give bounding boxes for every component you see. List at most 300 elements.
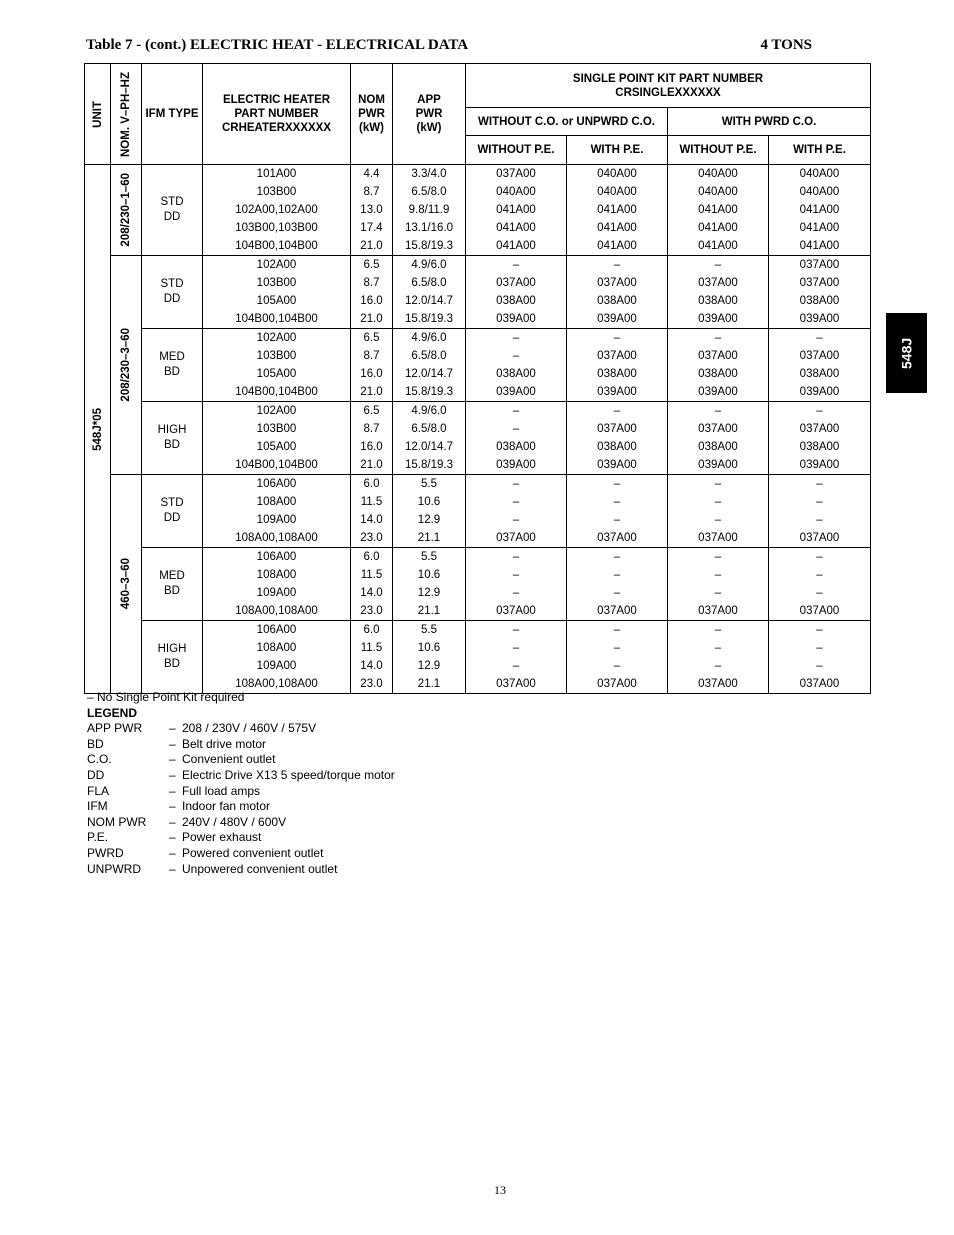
nom-value: 23.0: [360, 605, 383, 617]
app-value: 5.5: [421, 551, 437, 563]
ifm-type-cell: MED BD: [142, 548, 203, 621]
app-cell: [393, 165, 466, 256]
heater-value: 103B00: [256, 350, 297, 362]
app-value: 12.0/14.7: [405, 295, 453, 307]
heater-value: 103B00: [256, 277, 297, 289]
app-cell: [393, 621, 466, 694]
c2-value: 037A00: [597, 605, 637, 617]
nom-value: 14.0: [360, 514, 383, 526]
heater-value: 103B00: [256, 423, 297, 435]
c2-value: 039A00: [597, 386, 637, 398]
nom-value: 21.0: [360, 459, 383, 471]
nom-value: 8.7: [363, 350, 380, 362]
nom-value: 6.0: [363, 624, 380, 636]
c3-value: 037A00: [698, 423, 738, 435]
legend-desc: Unpowered convenient outlet: [182, 861, 338, 876]
heater-value: 109A00: [256, 514, 297, 526]
c1-value: 037A00: [496, 532, 536, 544]
c4-value: 037A00: [799, 532, 840, 544]
c4-value: –: [816, 496, 823, 508]
c2-value: 040A00: [597, 186, 637, 198]
c3-cell: [668, 256, 769, 329]
legend-item: [87, 752, 395, 768]
c3-value: 037A00: [698, 350, 738, 362]
app-value: 13.1/16.0: [405, 222, 453, 234]
legend-item: [87, 815, 395, 831]
nom-value: 6.5: [363, 332, 380, 344]
nom-value: 4.4: [363, 168, 380, 180]
nom-value: 16.0: [360, 368, 383, 380]
header-nom-pwr: NOM PWR (kW): [351, 64, 393, 165]
app-cell: [393, 548, 466, 621]
legend-dash: –: [169, 814, 176, 829]
legend-item: [87, 768, 395, 784]
app-value: 9.8/11.9: [408, 204, 450, 216]
app-value: 6.5/8.0: [411, 423, 447, 435]
c4-value: 038A00: [799, 295, 840, 307]
voltage-cell: 460–3–60: [111, 475, 142, 694]
c3-value: 039A00: [698, 386, 738, 398]
c1-value: –: [512, 587, 520, 599]
c2-cell: [567, 256, 668, 329]
c4-value: –: [816, 660, 823, 672]
table-row: [85, 475, 871, 548]
c1-value: –: [512, 423, 520, 435]
nom-cell: [351, 165, 393, 256]
legend-abbr: P.E.: [87, 830, 109, 845]
c2-value: 037A00: [597, 423, 637, 435]
legend-item: [87, 846, 395, 862]
nom-value: 11.5: [360, 496, 383, 508]
legend-abbr: C.O.: [87, 752, 112, 767]
nom-value: 21.0: [360, 386, 383, 398]
nom-value: 8.7: [363, 277, 380, 289]
c1-value: –: [512, 478, 520, 490]
app-value: 15.8/19.3: [405, 386, 453, 398]
app-value: 12.9: [417, 660, 441, 672]
heater-cell: [203, 475, 351, 548]
legend-desc: Electric Drive X13 5 speed/torque motor: [182, 767, 395, 782]
c3-value: 038A00: [698, 368, 738, 380]
c2-value: 037A00: [597, 350, 637, 362]
heater-cell: [203, 402, 351, 475]
nom-value: 14.0: [360, 587, 383, 599]
c4-value: –: [816, 405, 823, 417]
c1-cell: [466, 256, 567, 329]
legend-title: LEGEND: [87, 705, 138, 720]
c1-cell: [466, 402, 567, 475]
header-kit: SINGLE POINT KIT PART NUMBER CRSINGLEXXXXXX: [466, 64, 871, 108]
c1-value: –: [512, 660, 520, 672]
app-value: 6.5/8.0: [411, 350, 447, 362]
legend-dash: –: [169, 767, 176, 782]
legend-desc: Indoor fan motor: [182, 799, 271, 814]
c3-value: 038A00: [698, 295, 738, 307]
c3-value: 039A00: [698, 459, 738, 471]
c1-value: 040A00: [496, 186, 536, 198]
c3-value: 040A00: [698, 186, 738, 198]
legend-desc: Full load amps: [182, 783, 261, 798]
ifm-type-cell: STD DD: [142, 475, 203, 548]
c4-value: 041A00: [799, 204, 840, 216]
c1-value: 037A00: [496, 678, 536, 690]
header-app-pwr: APP PWR (kW): [393, 64, 466, 165]
c3-value: –: [714, 660, 722, 672]
nom-cell: [351, 475, 393, 548]
legend-abbr: APP PWR: [87, 721, 143, 736]
c1-value: 041A00: [496, 204, 536, 216]
notes: [87, 690, 395, 877]
unit-cell: 548J*05: [85, 165, 111, 694]
app-value: 6.5/8.0: [411, 277, 447, 289]
voltage-cell: 208/230–1–60: [111, 165, 142, 256]
heater-cell: [203, 548, 351, 621]
c1-cell: [466, 548, 567, 621]
c1-cell: [466, 475, 567, 548]
table-row: [85, 256, 871, 329]
app-value: 10.6: [417, 569, 441, 581]
c4-value: 037A00: [799, 277, 840, 289]
c4-value: –: [816, 624, 823, 636]
c4-cell: [769, 621, 871, 694]
legend-desc: 208 / 230V / 460V / 575V: [182, 721, 317, 736]
heater-cell: [203, 165, 351, 256]
heater-value: 105A00: [256, 295, 297, 307]
nom-value: 13.0: [360, 204, 383, 216]
app-value: 21.1: [417, 605, 441, 617]
c3-value: 040A00: [698, 168, 738, 180]
nom-value: 6.0: [363, 551, 380, 563]
heater-value: 102A00: [256, 332, 297, 344]
c1-value: –: [512, 496, 520, 508]
nom-value: 17.4: [360, 222, 383, 234]
nom-cell: [351, 256, 393, 329]
table-row: [85, 329, 871, 402]
nom-cell: [351, 548, 393, 621]
nom-value: 6.0: [363, 478, 380, 490]
c3-cell: [668, 621, 769, 694]
app-value: 4.9/6.0: [411, 405, 447, 417]
heater-value: 108A00: [256, 569, 297, 581]
c1-cell: [466, 165, 567, 256]
nom-cell: [351, 329, 393, 402]
heater-value: 106A00: [256, 551, 297, 563]
ifm-type-cell: MED BD: [142, 329, 203, 402]
app-value: 5.5: [421, 478, 437, 490]
nom-cell: [351, 402, 393, 475]
app-value: 12.0/14.7: [405, 441, 453, 453]
c4-cell: [769, 256, 871, 329]
c2-value: –: [613, 259, 621, 271]
heater-cell: [203, 621, 351, 694]
c3-value: 037A00: [698, 678, 738, 690]
legend-dash: –: [169, 799, 176, 814]
header-without-pe-2: WITHOUT P.E.: [668, 136, 769, 165]
nom-value: 6.5: [363, 405, 380, 417]
nom-value: 23.0: [360, 532, 383, 544]
c2-value: 041A00: [597, 240, 637, 252]
nom-cell: [351, 621, 393, 694]
voltage-cell: 208/230–3–60: [111, 256, 142, 475]
heater-value: 106A00: [256, 624, 297, 636]
c1-value: 041A00: [496, 222, 536, 234]
nom-value: 11.5: [360, 569, 383, 581]
app-value: 15.8/19.3: [405, 459, 453, 471]
nom-value: 21.0: [360, 240, 383, 252]
c2-cell: [567, 329, 668, 402]
c2-value: –: [613, 496, 621, 508]
c2-value: –: [613, 624, 621, 636]
heater-value: 102A00,102A00: [235, 204, 318, 216]
table-row: [85, 621, 871, 694]
c2-value: 041A00: [597, 222, 637, 234]
c1-value: –: [512, 551, 520, 563]
legend-item: [87, 862, 395, 878]
c1-value: –: [512, 569, 520, 581]
app-value: 10.6: [417, 642, 441, 654]
c3-value: –: [714, 259, 722, 271]
nom-value: 11.5: [360, 642, 383, 654]
legend-abbr: BD: [87, 736, 104, 751]
c4-value: 037A00: [799, 678, 840, 690]
c4-value: 038A00: [799, 441, 840, 453]
side-tab: [886, 313, 927, 393]
table-body: [85, 165, 871, 694]
c1-value: 039A00: [496, 386, 536, 398]
c4-value: 040A00: [799, 186, 840, 198]
c3-value: –: [714, 514, 722, 526]
c2-value: 040A00: [597, 168, 637, 180]
c1-value: –: [512, 259, 520, 271]
legend-abbr: DD: [87, 767, 105, 782]
c3-value: 037A00: [698, 532, 738, 544]
c3-cell: [668, 329, 769, 402]
c4-value: 037A00: [799, 605, 840, 617]
heater-value: 108A00: [256, 642, 297, 654]
c3-value: –: [714, 496, 722, 508]
legend-item: [87, 830, 395, 846]
legend-abbr: FLA: [87, 783, 110, 798]
c1-value: 041A00: [496, 240, 536, 252]
c2-value: 039A00: [597, 459, 637, 471]
header-ifm-type: IFM TYPE: [142, 64, 203, 165]
legend-dash: –: [169, 752, 176, 767]
nom-value: 21.0: [360, 313, 383, 325]
table-title: [86, 37, 812, 57]
app-value: 12.9: [417, 587, 441, 599]
c4-value: 041A00: [799, 222, 840, 234]
c2-value: 037A00: [597, 532, 637, 544]
heater-value: 108A00,108A00: [235, 678, 318, 690]
c4-value: 040A00: [799, 168, 840, 180]
c4-value: 037A00: [799, 423, 840, 435]
c4-value: 039A00: [799, 386, 840, 398]
c4-value: 039A00: [799, 459, 840, 471]
header-with-pe-2: WITH P.E.: [769, 136, 871, 165]
c3-value: –: [714, 332, 722, 344]
c3-value: 037A00: [698, 605, 738, 617]
heater-value: 102A00: [256, 259, 297, 271]
footnote: – No Single Point Kit required: [87, 690, 245, 704]
electric-heat-table: [84, 63, 871, 694]
app-value: 21.1: [417, 532, 441, 544]
c1-value: 038A00: [496, 441, 536, 453]
c2-value: 041A00: [597, 204, 637, 216]
table-row: [85, 402, 871, 475]
heater-value: 108A00,108A00: [235, 605, 318, 617]
heater-cell: [203, 329, 351, 402]
nom-value: 8.7: [363, 186, 380, 198]
c1-value: –: [512, 350, 520, 362]
c1-value: 037A00: [496, 277, 536, 289]
app-value: 10.6: [417, 496, 441, 508]
c1-value: –: [512, 514, 520, 526]
c2-value: 038A00: [597, 368, 637, 380]
legend-dash: –: [169, 830, 176, 845]
c4-value: –: [816, 514, 823, 526]
c2-value: –: [613, 587, 621, 599]
legend-item: [87, 737, 395, 753]
legend-abbr: PWRD: [87, 845, 124, 860]
c3-cell: [668, 165, 769, 256]
c3-value: –: [714, 551, 722, 563]
c4-value: –: [816, 478, 823, 490]
heater-value: 108A00,108A00: [235, 532, 318, 544]
c4-value: –: [816, 551, 823, 563]
c1-value: 039A00: [496, 459, 536, 471]
c4-cell: [769, 165, 871, 256]
c2-value: 037A00: [597, 678, 637, 690]
ifm-type-cell: HIGH BD: [142, 621, 203, 694]
c3-value: 037A00: [698, 277, 738, 289]
app-value: 12.9: [417, 514, 441, 526]
legend-item: [87, 721, 395, 737]
heater-value: 104B00,104B00: [235, 313, 318, 325]
table-row: [85, 548, 871, 621]
legend-abbr: IFM: [87, 799, 108, 814]
page-number: 13: [494, 1183, 506, 1197]
c2-value: –: [613, 478, 621, 490]
c2-value: –: [613, 514, 621, 526]
c2-cell: [567, 621, 668, 694]
nom-value: 23.0: [360, 678, 383, 690]
nom-value: 8.7: [363, 423, 380, 435]
header-voltage: NOM. V–PH–HZ: [111, 64, 142, 165]
header-with-pe-1: WITH P.E.: [567, 136, 668, 165]
legend-dash: –: [169, 783, 176, 798]
c2-value: 039A00: [597, 313, 637, 325]
c4-value: 037A00: [799, 259, 840, 271]
legend-abbr: UNPWRD: [87, 861, 141, 876]
c2-cell: [567, 165, 668, 256]
c2-cell: [567, 402, 668, 475]
c3-value: 041A00: [698, 204, 738, 216]
c3-value: –: [714, 642, 722, 654]
header-without-pe-1: WITHOUT P.E.: [466, 136, 567, 165]
c1-value: –: [512, 332, 520, 344]
c1-value: 038A00: [496, 368, 536, 380]
legend-abbr: NOM PWR: [87, 814, 147, 829]
c4-value: 038A00: [799, 368, 840, 380]
ifm-type-cell: STD DD: [142, 165, 203, 256]
header-unit: UNIT: [85, 64, 111, 165]
app-value: 4.9/6.0: [411, 332, 447, 344]
heater-value: 105A00: [256, 368, 297, 380]
legend-dash: –: [169, 721, 176, 736]
c1-value: –: [512, 624, 520, 636]
legend-dash: –: [169, 736, 176, 751]
legend-item: [87, 799, 395, 815]
c1-value: 037A00: [496, 168, 536, 180]
app-cell: [393, 402, 466, 475]
c2-value: –: [613, 642, 621, 654]
legend-item: [87, 784, 395, 800]
heater-value: 109A00: [256, 587, 297, 599]
c4-cell: [769, 475, 871, 548]
c3-cell: [668, 548, 769, 621]
heater-cell: [203, 256, 351, 329]
c1-cell: [466, 329, 567, 402]
app-value: 12.0/14.7: [405, 368, 453, 380]
c4-value: –: [816, 569, 823, 581]
header-with-pwrd-co: WITH PWRD C.O.: [668, 108, 871, 136]
c1-value: –: [512, 642, 520, 654]
legend-desc: 240V / 480V / 600V: [182, 814, 287, 829]
c4-cell: [769, 329, 871, 402]
c3-value: 038A00: [698, 441, 738, 453]
heater-value: 104B00,104B00: [235, 386, 318, 398]
legend-dash: –: [169, 845, 176, 860]
heater-value: 106A00: [256, 478, 297, 490]
app-value: 4.9/6.0: [411, 259, 447, 271]
c4-cell: [769, 548, 871, 621]
app-value: 15.8/19.3: [405, 313, 453, 325]
c1-value: –: [512, 405, 520, 417]
c1-value: 039A00: [496, 313, 536, 325]
heater-value: 102A00: [256, 405, 297, 417]
legend-desc: Belt drive motor: [182, 736, 267, 751]
c4-value: 041A00: [799, 240, 840, 252]
app-value: 3.3/4.0: [411, 168, 447, 180]
header-without-co: WITHOUT C.O. or UNPWRD C.O.: [466, 108, 668, 136]
c3-value: –: [714, 478, 722, 490]
c1-cell: [466, 621, 567, 694]
c4-value: 037A00: [799, 350, 840, 362]
c4-value: –: [816, 587, 823, 599]
legend-list: [87, 721, 395, 877]
c2-value: –: [613, 551, 621, 563]
heater-value: 101A00: [256, 168, 297, 180]
nom-value: 14.0: [360, 660, 383, 672]
nom-value: 16.0: [360, 441, 383, 453]
c3-value: 041A00: [698, 240, 738, 252]
ifm-type-cell: STD DD: [142, 256, 203, 329]
legend-desc: Powered convenient outlet: [182, 845, 324, 860]
app-value: 15.8/19.3: [405, 240, 453, 252]
heater-value: 105A00: [256, 441, 297, 453]
nom-value: 16.0: [360, 295, 383, 307]
c3-value: –: [714, 587, 722, 599]
c2-value: –: [613, 660, 621, 672]
c4-value: 039A00: [799, 313, 840, 325]
side-tab-label: 548J: [898, 337, 915, 369]
header-heater: ELECTRIC HEATER PART NUMBER CRHEATERXXXXXX: [203, 64, 351, 165]
app-cell: [393, 329, 466, 402]
c2-value: –: [613, 332, 621, 344]
table-tonnage: 4 TONS: [760, 37, 812, 53]
heater-value: 109A00: [256, 660, 297, 672]
c4-value: –: [816, 642, 823, 654]
